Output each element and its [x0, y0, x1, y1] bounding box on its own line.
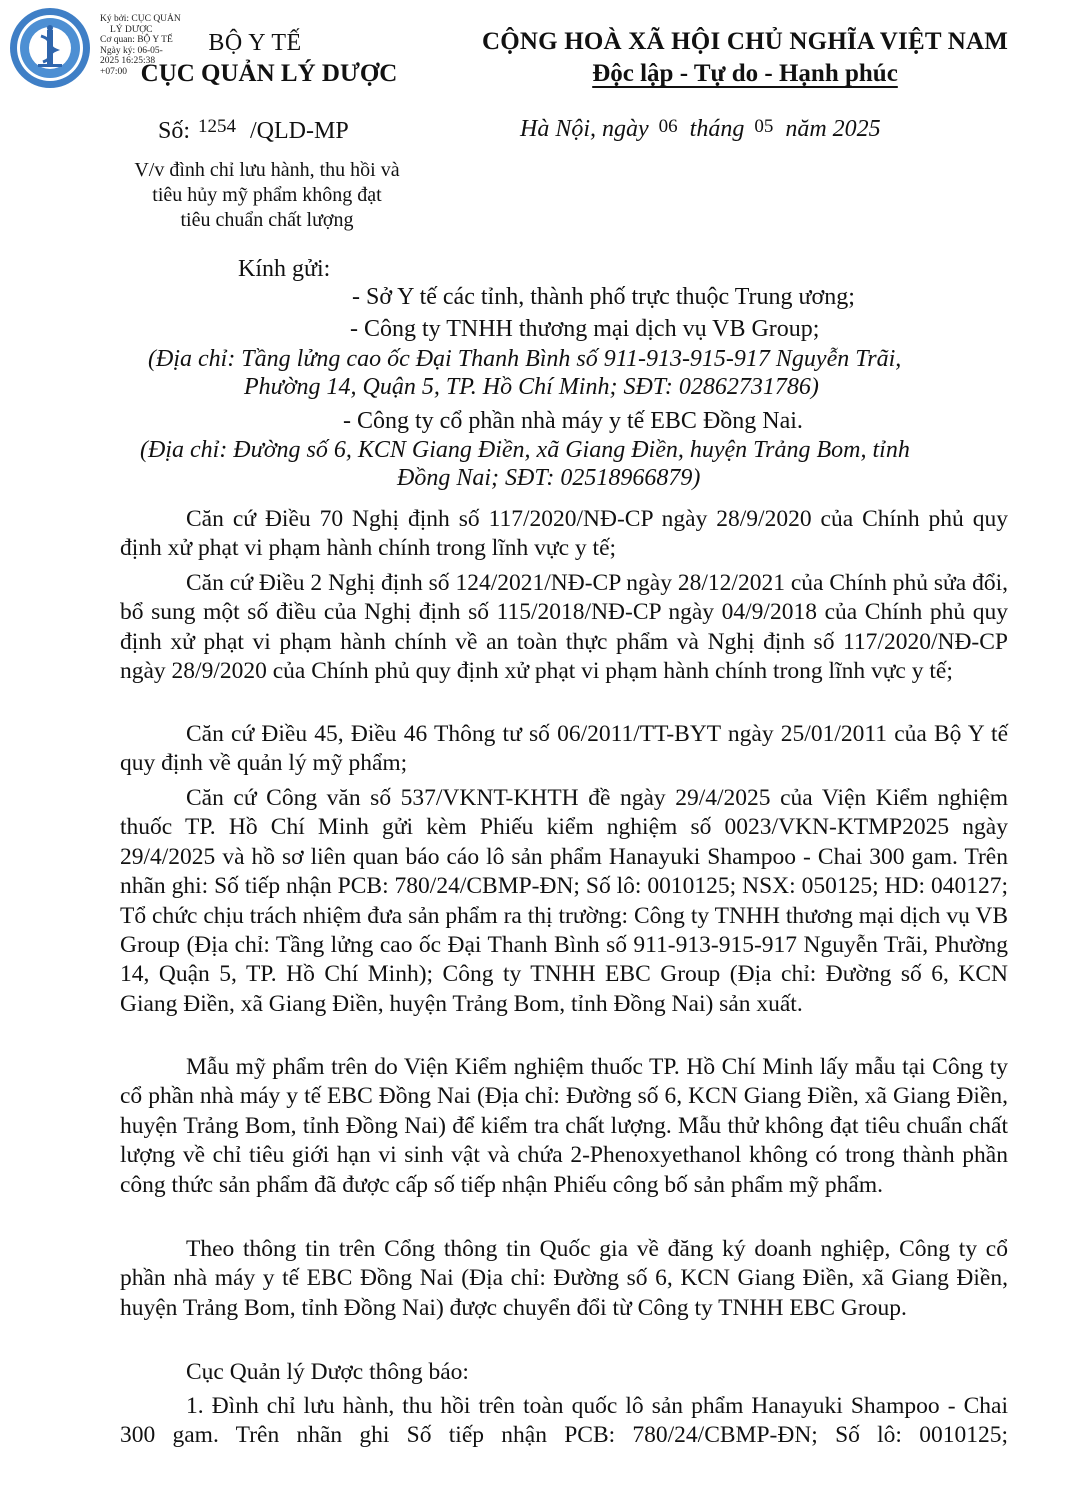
signature-line: +07:00 — [100, 66, 127, 77]
subject-line: tiêu hủy mỹ phẩm không đạt — [152, 184, 382, 206]
signature-line: 2025 16:25:38 — [100, 56, 156, 67]
body-paragraph: Theo thông tin trên Cổng thông tin Quốc gia về đăng ký doanh nghiệp, Công ty cổ phần nhà máy y tế EBC Đồng Nai (Địa chỉ: Đường số 6, KCN Giang Điền, xã Giang Điền, huyện Trảng Bom, tỉnh Đồng Nai) được chuyển đổi từ Công ty TNHH EBC Group. — [120, 1236, 1008, 1321]
body-paragraph: Căn cứ Điều 45, Điều 46 Thông tư số 06/2011/TT-BYT ngày 25/01/2011 của Bộ Y tế quy định về quản lý mỹ phẩm; — [120, 721, 1008, 777]
agency-name: CỤC QUẢN LÝ DƯỢC — [140, 60, 398, 87]
date-month: 05 — [754, 116, 774, 137]
motto-text: Độc lập - Tự do - Hạnh phúc — [592, 60, 898, 87]
recipient-2-address: Phường 14, Quận 5, TP. Hồ Chí Minh; SĐT: 02862731786) — [244, 374, 819, 400]
recipient-2: - Công ty TNHH thương mại dịch vụ VB Group; — [350, 316, 820, 342]
date-day: 06 — [658, 116, 678, 137]
salutation: Kính gửi: — [238, 256, 331, 282]
ministry-name: BỘ Y TẾ — [208, 30, 302, 56]
date-month-label: tháng — [689, 116, 745, 142]
signature-line: Ký bởi: CỤC QUẢN — [100, 14, 181, 24]
body-paragraph: 1. Đình chỉ lưu hành, thu hồi trên toàn quốc lô sản phẩm Hanayuki Shampoo - Chai 300 gam. Trên nhãn ghi Số tiếp nhận PCB: 780/24/CBMP-ĐN; Số lô: 0010125; — [120, 1393, 1008, 1449]
body-paragraph: Căn cứ Điều 70 Nghị định số 117/2020/NĐ-CP ngày 28/9/2020 của Chính phủ quy định xử phạt vi phạm hành chính trong lĩnh vực y tế; — [120, 506, 1008, 562]
subject-line: tiêu chuẩn chất lượng — [180, 209, 354, 231]
document-number — [158, 116, 349, 145]
recipient-3-address: (Địa chỉ: Đường số 6, KCN Giang Điền, xã Giang Điền, huyện Trảng Bom, tỉnh — [140, 437, 910, 463]
document-subject — [112, 158, 422, 233]
official-seal — [8, 6, 92, 90]
date-prefix: Hà Nội, ngày — [520, 116, 649, 142]
number-label: Số: — [158, 118, 191, 144]
signature-line: LÝ DƯỢC — [110, 24, 153, 35]
number-suffix: /QLD-MP — [250, 118, 349, 144]
number-value: 1254 — [198, 116, 237, 137]
body-paragraph: Mẫu mỹ phẩm trên do Viện Kiểm nghiệm thuốc TP. Hồ Chí Minh lấy mẫu tại Công ty cổ phần nhà máy y tế EBC Đồng Nai (Địa chỉ: Đường số 6, KCN Giang Điền, xã Giang Điền, huyện Trảng Bom, tỉnh Đồng Nai) để kiểm tra chất lượng. Mẫu thử không đạt tiêu chuẩn chất lượng về chỉ tiêu giới hạn vi sinh vật và chứa 2-Phenoxyethanol không có trong thành phần công thức sản phẩm đã được cấp số tiếp nhận Phiếu công bố sản phẩm mỹ phẩm. — [120, 1054, 1008, 1198]
seal-graphic — [8, 6, 92, 90]
signature-line: Cơ quan: BỘ Y TẾ — [100, 35, 173, 46]
republic-name: CỘNG HOÀ XÃ HỘI CHỦ NGHĨA VIỆT NAM — [481, 28, 1009, 55]
body-paragraph: Căn cứ Công văn số 537/VKNT-KHTH đề ngày 29/4/2025 của Viện Kiểm nghiệm thuốc TP. Hồ Chí Minh gửi kèm Phiếu kiểm nghiệm số 0023/VKN-KTMP2025 ngày 29/4/2025 và hồ sơ liên quan báo cáo lô sản phẩm Hanayuki Shampoo - Chai 300 gam. Trên nhãn ghi: Số tiếp nhận PCB: 780/24/CBMP-ĐN; Số lô: 0010125; NSX: 050125; HD: 040127; Tổ chức chịu trách nhiệm đưa sản phẩm ra thị trường: Công ty TNHH thương mại dịch vụ VB Group (Địa chỉ: Tầng lửng cao ốc Đại Thanh Bình số 911-913-915-917 Nguyễn Trãi, Phường 14, Quận 5, TP. Hồ Chí Minh); Công ty TNHH EBC Group (Địa chỉ: Đường số 6, KCN Giang Điền, xã Giang Điền, huyện Trảng Bom, tỉnh Đồng Nai) sản xuất. — [120, 785, 1008, 1017]
recipient-1: - Sở Y tế các tỉnh, thành phố trực thuộc Trung ương; — [352, 284, 855, 310]
recipient-2-address: (Địa chỉ: Tầng lửng cao ốc Đại Thanh Bình số 911-913-915-917 Nguyễn Trãi, — [148, 346, 902, 372]
body-paragraph: Căn cứ Điều 2 Nghị định số 124/2021/NĐ-CP ngày 28/12/2021 của Chính phủ sửa đổi, bổ sung một số điều của Nghị định số 115/2018/NĐ-CP ngày 04/9/2018 của Chính phủ quy định xử phạt vi phạm hành chính về an toàn thực phẩm và Nghị định số 117/2020/NĐ-CP ngày 28/9/2020 của Chính phủ quy định xử phạt vi phạm hành chính trong lĩnh vực y tế; — [120, 570, 1008, 685]
recipient-3-address: Đồng Nai; SĐT: 02518966879) — [397, 465, 701, 491]
subject-line: V/v đình chỉ lưu hành, thu hồi và — [134, 159, 400, 181]
national-motto — [430, 60, 1060, 88]
date-year: năm 2025 — [785, 116, 881, 142]
document-date — [520, 116, 881, 143]
recipient-3: - Công ty cổ phần nhà máy y tế EBC Đồng Nai. — [343, 408, 803, 434]
signature-line: Ngày ký: 06-05- — [100, 45, 163, 56]
body-paragraph: Cục Quản lý Dược thông báo: — [186, 1359, 469, 1385]
